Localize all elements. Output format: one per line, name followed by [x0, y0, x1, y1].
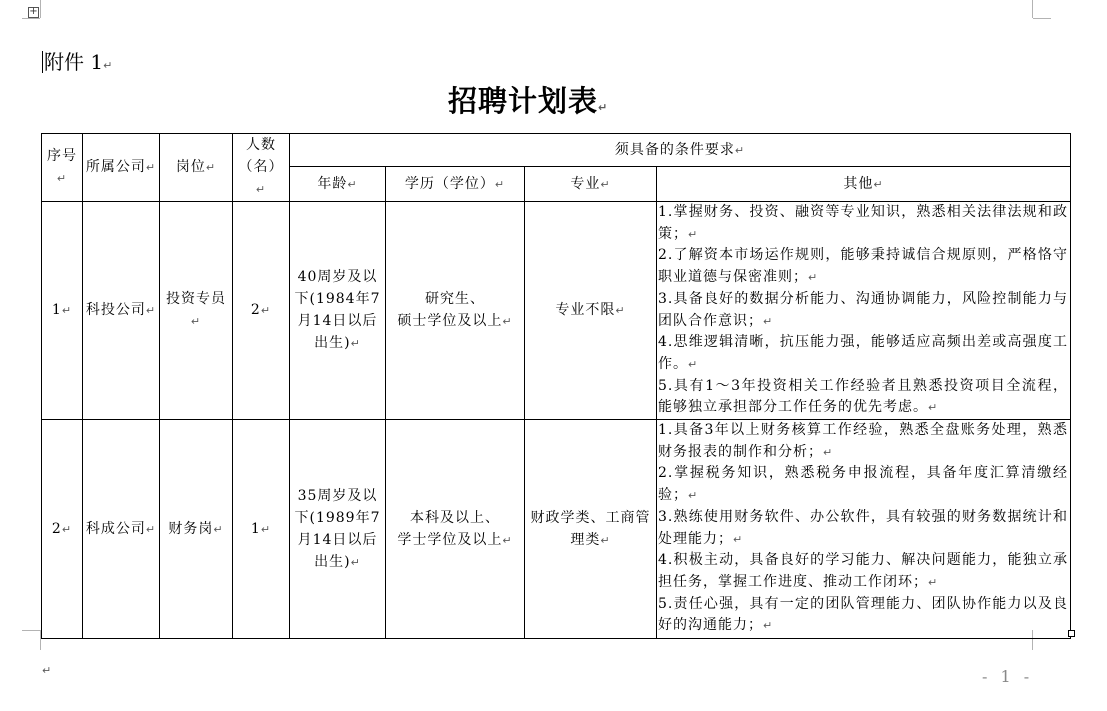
- cell-education: 研究生、 硕士学位及以上↵: [386, 202, 525, 420]
- paragraph-mark-icon: ↵: [103, 59, 113, 72]
- cell-position: 投资专员↵: [160, 202, 233, 420]
- recruitment-plan-table: [41, 133, 1071, 639]
- cell-age: 40周岁及以下(1984年7月14日以后出生)↵: [290, 202, 386, 420]
- cell-position: 财务岗↵: [160, 420, 233, 639]
- crop-mark: [22, 630, 40, 631]
- header-count: 人数 （名）↵: [233, 134, 290, 202]
- header-major: 专业↵: [525, 167, 657, 202]
- table-move-handle-icon[interactable]: +: [29, 6, 38, 17]
- cell-seq: 2↵: [42, 420, 83, 639]
- text-cursor: [42, 51, 43, 73]
- header-seq: 序号↵: [42, 134, 83, 202]
- table-resize-handle-icon[interactable]: [1068, 630, 1075, 637]
- header-age: 年龄↵: [290, 167, 386, 202]
- crop-mark: [40, 0, 41, 18]
- cell-company: 科投公司↵: [83, 202, 160, 420]
- header-position: 岗位↵: [160, 134, 233, 202]
- header-company: 所属公司↵: [83, 134, 160, 202]
- paragraph-mark-icon: ↵: [42, 664, 52, 677]
- cell-education: 本科及以上、 学士学位及以上↵: [386, 420, 525, 639]
- cell-count: 1↵: [233, 420, 290, 639]
- cell-count: 2↵: [233, 202, 290, 420]
- paragraph-mark-icon: ↵: [598, 101, 609, 114]
- cell-major: 财政学类、工商管理类↵: [525, 420, 657, 639]
- header-education: 学历（学位）↵: [386, 167, 525, 202]
- cell-other: 1.掌握财务、投资、融资等专业知识，熟悉相关法律法规和政策；↵ 2.了解资本市场运作规则，能够秉持诚信合规原则，严格恪守职业道德与保密准则；↵ 3.具备良好的数据分析能力、沟通协调能力，风险控制能力与团队合作意识；↵ 4.思维逻辑清晰，抗压能力强，能够适应高频出差或高强度工作。↵ 5.具有1～3年投资相关工作经验者且熟悉投资项目全流程，能够独立承担部分工作任务的优先考虑。↵: [657, 202, 1071, 420]
- table-row: [42, 420, 1071, 639]
- cell-other: 1.具备3年以上财务核算工作经验，熟悉全盘账务处理，熟悉财务报表的制作和分析；↵ 2.掌握税务知识，熟悉税务申报流程，具备年度汇算清缴经验；↵ 3.熟练使用财务软件、办公软件，具有较强的财务数据统计和处理能力；↵ 4.积极主动，具备良好的学习能力、解决问题能力，能独立承担任务，掌握工作进度、推动工作闭环；↵ 5.责任心强，具有一定的团队管理能力、团队协作能力以及良好的沟通能力；↵: [657, 420, 1071, 639]
- crop-mark: [22, 18, 40, 19]
- page-title: 招聘计划表↵: [448, 84, 609, 118]
- cell-major: 专业不限↵: [525, 202, 657, 420]
- crop-mark: [1032, 0, 1033, 18]
- cell-seq: 1↵: [42, 202, 83, 420]
- cell-age: 35周岁及以下(1989年7月14日以后出生)↵: [290, 420, 386, 639]
- header-other: 其他↵: [657, 167, 1071, 202]
- header-requirements: 须具备的条件要求↵: [290, 134, 1071, 167]
- table-row: [42, 202, 1071, 420]
- page-number: - 1 -: [982, 667, 1034, 686]
- cell-company: 科成公司↵: [83, 420, 160, 639]
- annex-label: 附件 1↵: [44, 50, 113, 74]
- crop-mark: [1033, 18, 1051, 19]
